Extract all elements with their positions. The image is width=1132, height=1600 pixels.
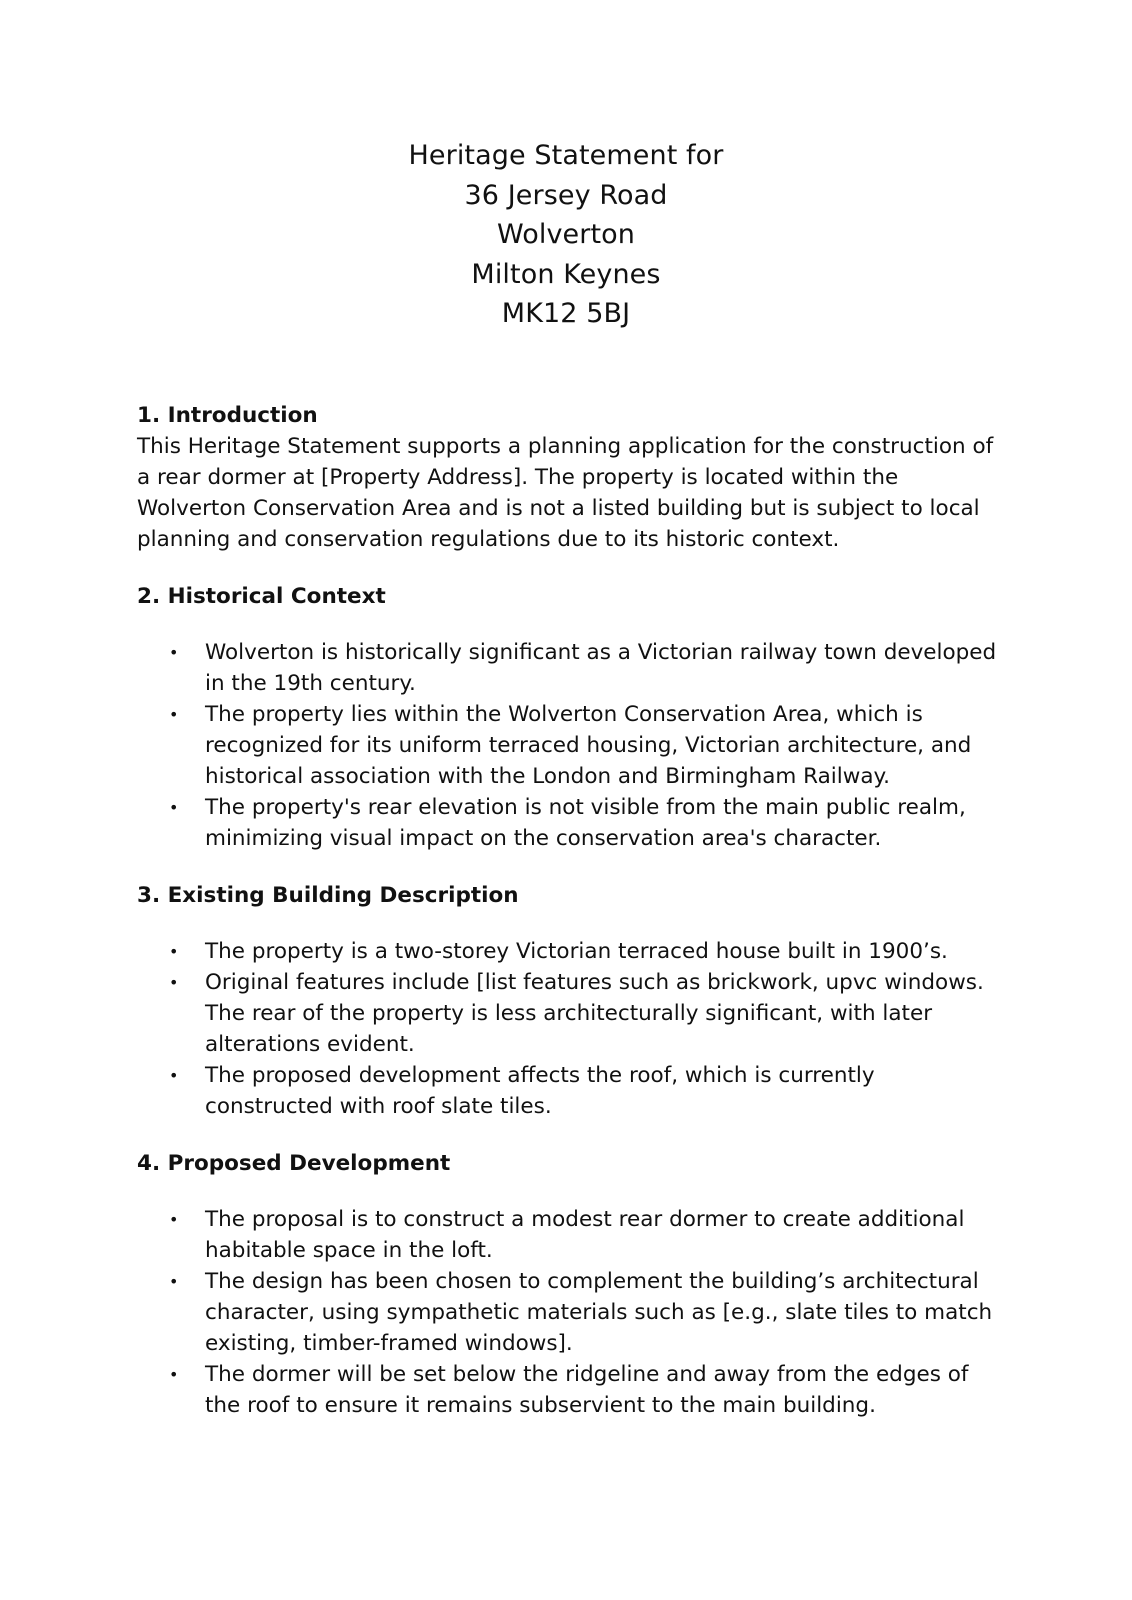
- list-item: [137, 699, 997, 792]
- bullet-list: [137, 936, 997, 1122]
- list-item: [137, 1060, 997, 1122]
- title-line: Heritage Statement for: [408, 140, 724, 171]
- section-heading: 4. Proposed Development: [137, 1151, 451, 1176]
- bullet-list: [137, 637, 997, 854]
- bullet-icon: •: [169, 798, 179, 817]
- bullet-icon: •: [169, 1272, 179, 1291]
- title-line-postcode: MK12 5BJ: [501, 298, 631, 329]
- bullet-icon: •: [169, 643, 179, 662]
- section-introduction: [137, 400, 997, 555]
- title-line-city: Milton Keynes: [471, 258, 661, 290]
- bullet-list: [137, 1204, 997, 1421]
- bullet-icon: •: [169, 1066, 179, 1085]
- bullet-icon: •: [169, 1365, 179, 1384]
- list-item-text: The proposed development affects the roof, which is currently constructed with roof slate tiles.: [205, 1063, 875, 1119]
- document-title: [0, 136, 1132, 334]
- list-item-text: Wolverton is historically significant as a Victorian railway town developed in the 19th century.: [205, 640, 997, 696]
- list-item: [137, 967, 997, 1060]
- list-item: [137, 1359, 997, 1421]
- section-heading: 3. Existing Building Description: [137, 883, 519, 908]
- list-item: [137, 1204, 997, 1266]
- bullet-icon: •: [169, 973, 179, 992]
- list-item-text: The property is a two-storey Victorian terraced house built in 1900’s.: [205, 939, 948, 964]
- list-item-text: The dormer will be set below the ridgeline and away from the edges of the roof to ensure it remains subservient to the main building.: [205, 1362, 969, 1418]
- section-heading: 2. Historical Context: [137, 584, 386, 609]
- section-paragraph: This Heritage Statement supports a planning application for the construction of a rear dormer at [Property Address]. The property is located within the Wolverton Conservation Area and is not a listed building but is subject to local planning and conservation regulations due to its historic context.: [137, 434, 994, 552]
- bullet-icon: •: [169, 705, 179, 724]
- section-historical-context: [137, 581, 997, 854]
- list-item-text: The design has been chosen to complement the building’s architectural character, using sympathetic materials such as [e.g., slate tiles to match existing, timber-framed windows].: [205, 1269, 993, 1356]
- list-item-text: Original features include [list features such as brickwork, upvc windows. The rear of the property is less architecturally significant, with later alterations evident.: [205, 970, 984, 1057]
- bullet-icon: •: [169, 1210, 179, 1229]
- bullet-icon: •: [169, 942, 179, 961]
- section-proposed-development: [137, 1148, 997, 1421]
- document-body: [137, 400, 997, 1447]
- list-item: [137, 637, 997, 699]
- list-item: [137, 792, 997, 854]
- section-existing-building: [137, 880, 997, 1122]
- title-line-town: Wolverton: [497, 219, 635, 250]
- list-item-text: The property lies within the Wolverton Conservation Area, which is recognized for its uniform terraced housing, Victorian architecture, and historical association with the London and Birmingham Railway.: [205, 702, 972, 789]
- section-heading: 1. Introduction: [137, 403, 318, 428]
- title-line-address: 36 Jersey Road: [464, 179, 668, 211]
- list-item-text: The property's rear elevation is not visible from the main public realm, minimizing visual impact on the conservation area's character.: [205, 795, 966, 851]
- list-item-text: The proposal is to construct a modest rear dormer to create additional habitable space in the loft.: [205, 1207, 965, 1263]
- list-item: [137, 936, 997, 967]
- list-item: [137, 1266, 997, 1359]
